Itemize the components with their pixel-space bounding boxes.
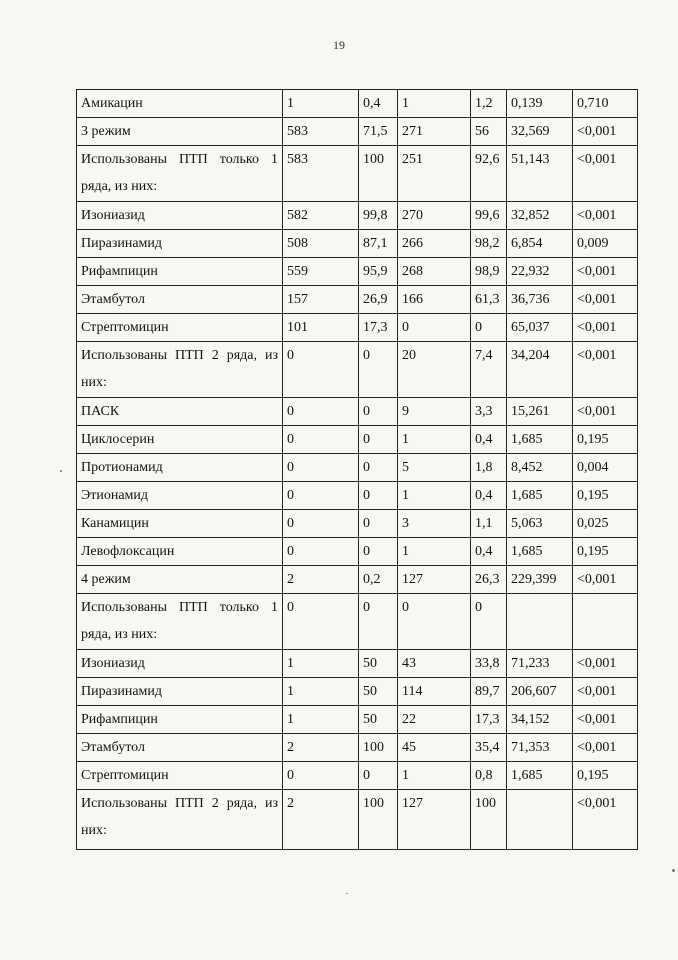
value-cell: 1 xyxy=(283,706,359,734)
value-cell: <0,001 xyxy=(573,314,638,342)
table-row xyxy=(77,566,638,594)
table-row xyxy=(77,342,638,398)
value-cell xyxy=(507,594,573,650)
table-row xyxy=(77,258,638,286)
value-cell: <0,001 xyxy=(573,286,638,314)
table-row xyxy=(77,790,638,850)
value-cell: 100 xyxy=(359,790,398,850)
value-cell: 1,2 xyxy=(471,90,507,118)
value-cell: <0,001 xyxy=(573,202,638,230)
value-cell: 36,736 xyxy=(507,286,573,314)
row-label-cell: 3 режим xyxy=(77,118,283,146)
row-label-cell: Рифампицин xyxy=(77,706,283,734)
value-cell: 87,1 xyxy=(359,230,398,258)
row-label-cell: 4 режим xyxy=(77,566,283,594)
value-cell: 270 xyxy=(398,202,471,230)
value-cell: 8,452 xyxy=(507,454,573,482)
row-label-cell: Протионамид xyxy=(77,454,283,482)
value-cell: 157 xyxy=(283,286,359,314)
value-cell: 50 xyxy=(359,678,398,706)
value-cell: 0,4 xyxy=(471,482,507,510)
value-cell: 45 xyxy=(398,734,471,762)
value-cell: 0,195 xyxy=(573,426,638,454)
value-cell: 0,004 xyxy=(573,454,638,482)
value-cell: 0,025 xyxy=(573,510,638,538)
value-cell: 5 xyxy=(398,454,471,482)
value-cell: 50 xyxy=(359,650,398,678)
value-cell: 26,9 xyxy=(359,286,398,314)
value-cell: 1 xyxy=(283,678,359,706)
value-cell: 266 xyxy=(398,230,471,258)
value-cell: 1 xyxy=(283,90,359,118)
value-cell: 559 xyxy=(283,258,359,286)
scan-speck xyxy=(672,869,675,872)
value-cell: 0,195 xyxy=(573,482,638,510)
value-cell: 92,6 xyxy=(471,146,507,202)
value-cell: <0,001 xyxy=(573,398,638,426)
value-cell: 0,2 xyxy=(359,566,398,594)
value-cell: 89,7 xyxy=(471,678,507,706)
value-cell: 583 xyxy=(283,146,359,202)
value-cell: <0,001 xyxy=(573,342,638,398)
value-cell: 271 xyxy=(398,118,471,146)
value-cell: 1,1 xyxy=(471,510,507,538)
value-cell: 1 xyxy=(398,426,471,454)
value-cell: 251 xyxy=(398,146,471,202)
value-cell: 166 xyxy=(398,286,471,314)
value-cell: 0 xyxy=(471,314,507,342)
value-cell: 9 xyxy=(398,398,471,426)
table-row xyxy=(77,538,638,566)
value-cell: 2 xyxy=(283,790,359,850)
value-cell: 26,3 xyxy=(471,566,507,594)
value-cell: 20 xyxy=(398,342,471,398)
row-label-cell: Этионамид xyxy=(77,482,283,510)
value-cell: <0,001 xyxy=(573,566,638,594)
value-cell: 56 xyxy=(471,118,507,146)
row-label-cell: Пиразинамид xyxy=(77,230,283,258)
value-cell: <0,001 xyxy=(573,258,638,286)
value-cell: 7,4 xyxy=(471,342,507,398)
value-cell: 0 xyxy=(283,454,359,482)
value-cell: 0,4 xyxy=(359,90,398,118)
table-row xyxy=(77,706,638,734)
value-cell: 34,152 xyxy=(507,706,573,734)
value-cell xyxy=(573,594,638,650)
value-cell: 50 xyxy=(359,706,398,734)
table-row xyxy=(77,426,638,454)
value-cell: 3 xyxy=(398,510,471,538)
value-cell: 508 xyxy=(283,230,359,258)
table-row xyxy=(77,286,638,314)
value-cell: 65,037 xyxy=(507,314,573,342)
row-label-cell: Канамицин xyxy=(77,510,283,538)
value-cell: 17,3 xyxy=(359,314,398,342)
value-cell: 0,4 xyxy=(471,538,507,566)
value-cell: 1,685 xyxy=(507,426,573,454)
value-cell: 1,685 xyxy=(507,538,573,566)
value-cell: 98,9 xyxy=(471,258,507,286)
value-cell: 6,854 xyxy=(507,230,573,258)
value-cell: 15,261 xyxy=(507,398,573,426)
value-cell: 22,932 xyxy=(507,258,573,286)
scan-speck xyxy=(60,470,62,472)
row-label-cell: ПАСК xyxy=(77,398,283,426)
value-cell: 1 xyxy=(283,650,359,678)
value-cell: 71,353 xyxy=(507,734,573,762)
table-row xyxy=(77,146,638,202)
value-cell: 127 xyxy=(398,566,471,594)
row-label-cell: Амикацин xyxy=(77,90,283,118)
value-cell: 1,685 xyxy=(507,482,573,510)
row-label-cell: Использованы ПТП только 1 ряда, из них: xyxy=(77,146,283,202)
value-cell xyxy=(507,790,573,850)
value-cell: <0,001 xyxy=(573,790,638,850)
scan-speck xyxy=(346,893,348,894)
value-cell: 43 xyxy=(398,650,471,678)
value-cell: 0 xyxy=(283,342,359,398)
value-cell: 32,569 xyxy=(507,118,573,146)
value-cell: 114 xyxy=(398,678,471,706)
value-cell: 17,3 xyxy=(471,706,507,734)
table-row xyxy=(77,314,638,342)
value-cell: 2 xyxy=(283,566,359,594)
value-cell: 95,9 xyxy=(359,258,398,286)
value-cell: 1 xyxy=(398,482,471,510)
table-row xyxy=(77,398,638,426)
value-cell: 206,607 xyxy=(507,678,573,706)
value-cell: <0,001 xyxy=(573,734,638,762)
value-cell: 0 xyxy=(359,510,398,538)
table-row xyxy=(77,90,638,118)
value-cell: 5,063 xyxy=(507,510,573,538)
value-cell: 22 xyxy=(398,706,471,734)
row-label-cell: Циклосерин xyxy=(77,426,283,454)
value-cell: <0,001 xyxy=(573,118,638,146)
value-cell: 51,143 xyxy=(507,146,573,202)
statistics-table xyxy=(76,89,638,850)
value-cell: 0 xyxy=(359,426,398,454)
value-cell: 98,2 xyxy=(471,230,507,258)
value-cell: 99,8 xyxy=(359,202,398,230)
value-cell: 0,4 xyxy=(471,426,507,454)
row-label-cell: Изониазид xyxy=(77,650,283,678)
table-row xyxy=(77,454,638,482)
value-cell: 0,8 xyxy=(471,762,507,790)
value-cell: 0 xyxy=(283,594,359,650)
row-label-cell: Пиразинамид xyxy=(77,678,283,706)
value-cell: <0,001 xyxy=(573,146,638,202)
value-cell: 0 xyxy=(398,314,471,342)
value-cell: 3,3 xyxy=(471,398,507,426)
value-cell: 71,233 xyxy=(507,650,573,678)
row-label-cell: Стрептомицин xyxy=(77,314,283,342)
value-cell: 101 xyxy=(283,314,359,342)
value-cell: 0 xyxy=(283,538,359,566)
table-body xyxy=(77,90,638,850)
value-cell: 1,685 xyxy=(507,762,573,790)
value-cell: 34,204 xyxy=(507,342,573,398)
value-cell: 1,8 xyxy=(471,454,507,482)
table-row xyxy=(77,118,638,146)
row-label-cell: Использованы ПТП только 1 ряда, из них: xyxy=(77,594,283,650)
value-cell: 2 xyxy=(283,734,359,762)
row-label-cell: Использованы ПТП 2 ряда, из них: xyxy=(77,342,283,398)
row-label-cell: Изониазид xyxy=(77,202,283,230)
value-cell: 0 xyxy=(359,762,398,790)
value-cell: 32,852 xyxy=(507,202,573,230)
value-cell: 0 xyxy=(471,594,507,650)
row-label-cell: Этамбутол xyxy=(77,734,283,762)
value-cell: 0,195 xyxy=(573,538,638,566)
value-cell: 1 xyxy=(398,538,471,566)
value-cell: <0,001 xyxy=(573,706,638,734)
value-cell: 99,6 xyxy=(471,202,507,230)
value-cell: <0,001 xyxy=(573,650,638,678)
value-cell: 0 xyxy=(398,594,471,650)
value-cell: 0,710 xyxy=(573,90,638,118)
value-cell: 268 xyxy=(398,258,471,286)
value-cell: 100 xyxy=(359,146,398,202)
value-cell: 0 xyxy=(359,482,398,510)
value-cell: 61,3 xyxy=(471,286,507,314)
row-label-cell: Стрептомицин xyxy=(77,762,283,790)
table-row xyxy=(77,678,638,706)
table-row xyxy=(77,762,638,790)
value-cell: 583 xyxy=(283,118,359,146)
row-label-cell: Использованы ПТП 2 ряда, из них: xyxy=(77,790,283,850)
value-cell: 33,8 xyxy=(471,650,507,678)
table-row xyxy=(77,650,638,678)
row-label-cell: Рифампицин xyxy=(77,258,283,286)
value-cell: 0 xyxy=(359,538,398,566)
value-cell: 35,4 xyxy=(471,734,507,762)
value-cell: 0 xyxy=(283,482,359,510)
value-cell: 0 xyxy=(283,398,359,426)
value-cell: 0 xyxy=(359,398,398,426)
page-number: 19 xyxy=(333,38,345,52)
value-cell: 0,009 xyxy=(573,230,638,258)
value-cell: 0 xyxy=(283,426,359,454)
value-cell: 582 xyxy=(283,202,359,230)
value-cell: 0 xyxy=(359,594,398,650)
value-cell: <0,001 xyxy=(573,678,638,706)
row-label-cell: Левофлоксацин xyxy=(77,538,283,566)
row-label-cell: Этамбутол xyxy=(77,286,283,314)
table-row xyxy=(77,482,638,510)
value-cell: 127 xyxy=(398,790,471,850)
value-cell: 229,399 xyxy=(507,566,573,594)
table-row xyxy=(77,202,638,230)
value-cell: 100 xyxy=(359,734,398,762)
value-cell: 71,5 xyxy=(359,118,398,146)
value-cell: 1 xyxy=(398,90,471,118)
value-cell: 0 xyxy=(359,342,398,398)
table-row xyxy=(77,510,638,538)
value-cell: 0,195 xyxy=(573,762,638,790)
value-cell: 100 xyxy=(471,790,507,850)
value-cell: 0 xyxy=(359,454,398,482)
table-row xyxy=(77,594,638,650)
value-cell: 0,139 xyxy=(507,90,573,118)
value-cell: 0 xyxy=(283,510,359,538)
value-cell: 0 xyxy=(283,762,359,790)
value-cell: 1 xyxy=(398,762,471,790)
table-row xyxy=(77,734,638,762)
table-row xyxy=(77,230,638,258)
